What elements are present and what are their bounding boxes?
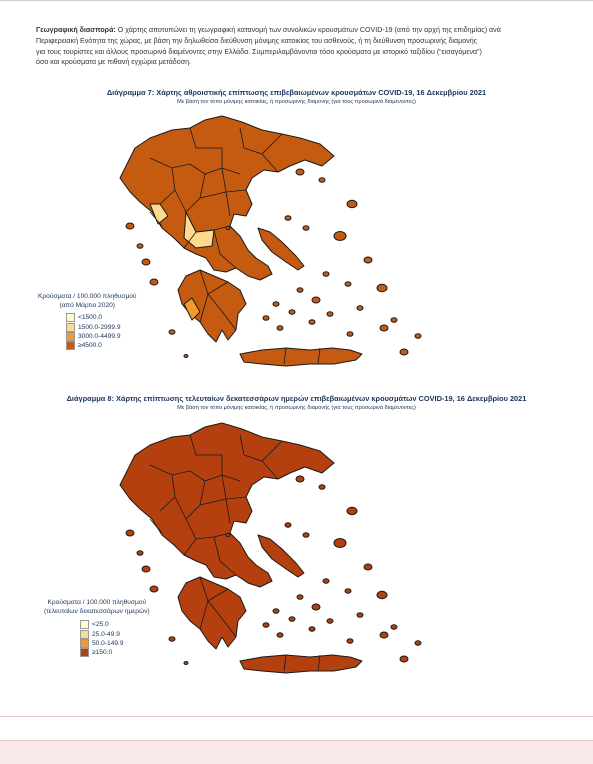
island-region: [327, 619, 333, 624]
map2-legend-label-3: ≥150.0: [92, 649, 113, 657]
island-region: [150, 279, 158, 285]
island-region: [380, 632, 388, 638]
island-region: [377, 284, 387, 292]
map2-subtitle: Με βάση τον τόπο μόνιμης κατοικίας, ή προσωρινής διαμονής (για τους προσωρινά διαμένοντες): [177, 405, 416, 411]
island-region: [391, 318, 397, 323]
map2-legend-subtitle: (τελευταίων δεκατεσσάρων ημερών): [44, 608, 150, 615]
legend-swatch: [80, 630, 89, 639]
island-region: [323, 272, 329, 277]
island-region: [296, 476, 304, 482]
island-region: [347, 200, 357, 208]
bottom-divider: [0, 716, 593, 717]
map1-legend-subtitle: (από Μάρτιο 2020): [59, 302, 115, 309]
legend-swatch: [66, 341, 75, 350]
island-region: [303, 533, 309, 538]
map2-legend-title: Κρούσματα / 100.000 πληθυσμού: [47, 599, 147, 606]
map1-legend-label-2: 3000.0-4499.9: [78, 332, 121, 340]
island-region: [169, 637, 175, 642]
island-region: [285, 523, 291, 528]
map2-title: Διάγραμμα 8: Χάρτης επίπτωσης τελευταίων δεκατεσσάρων ημερών επιβεβαιωμένων κρουσμάτων COVID-19, 16 Δεκεμβρίου 2021: [66, 394, 527, 403]
island-region: [319, 485, 325, 490]
island-region: [226, 534, 230, 537]
island-region: [263, 316, 269, 321]
island-region: [415, 334, 421, 339]
island-region: [273, 609, 279, 614]
map1-title: Διάγραμμα 7: Χάρτης αθροιστικής επίπτωσης επιβεβαιωμένων κρουσμάτων COVID-19, 16 Δεκεμβρίου 2021: [106, 88, 487, 97]
island-region: [273, 302, 279, 307]
map1-subtitle: Με βάση τον τόπο μόνιμης κατοικίας, ή προσωρινής διαμονής (για τους προσωρινά διαμένοντες): [177, 99, 416, 105]
island-region: [303, 226, 309, 231]
island-region: [345, 282, 351, 287]
island-region: [277, 326, 283, 331]
map2-regions: [120, 423, 421, 673]
island-region: [142, 259, 150, 265]
island-region: [400, 349, 408, 355]
island-region: [391, 625, 397, 630]
crete-region: [240, 655, 362, 673]
island-region: [347, 639, 353, 644]
map2-legend-item: [80, 620, 150, 629]
top-divider: [0, 0, 593, 1]
island-region: [309, 627, 315, 632]
map1-regions: [120, 116, 421, 366]
intro-line-1: Ο χάρτης αποτυπώνει τη γεωγραφική κατανομή των συνολικών κρουσμάτων COVID-19 (από την αρχή της επιδημίας) ανά: [117, 26, 501, 34]
island-region: [150, 586, 158, 592]
island-region: [312, 604, 320, 610]
intro-line-3: για τους τουρίστες και άλλους προσωρινά διαμένοντες στην Ελλάδα. Συμπεριλαμβάνονται τόσο κρούσματα με ιστορικό ταξιδίου (“εισαγόμενα”): [36, 47, 482, 56]
island-region: [357, 613, 363, 618]
island-region: [296, 169, 304, 175]
island-region: [126, 530, 134, 536]
island-region: [400, 656, 408, 662]
map1-legend-item: [66, 332, 137, 341]
island-region: [184, 662, 188, 665]
island-region: [415, 641, 421, 646]
island-region: [137, 244, 143, 249]
map1-legend-item: [66, 322, 137, 331]
geographic-distribution-paragraph: [36, 25, 552, 68]
legend-swatch: [66, 323, 75, 332]
map2-legend-label-0: <25.0: [92, 621, 109, 629]
crete-region: [240, 348, 362, 366]
map1-legend-item: [66, 341, 137, 350]
island-region: [312, 297, 320, 303]
map2-legend-label-2: 50.0-149.9: [92, 639, 124, 647]
island-region: [277, 633, 283, 638]
intro-line-4: όσο και κρούσματα με πιθανή εγχώρια μετάδοση.: [36, 58, 191, 67]
island-region: [297, 288, 303, 293]
intro-lead: Γεωγραφική διασπορά:: [36, 26, 116, 34]
legend-swatch: [66, 332, 75, 341]
map1-legend-label-0: <1500.0: [78, 314, 103, 322]
island-region: [142, 566, 150, 572]
island-region: [309, 320, 315, 325]
island-region: [169, 330, 175, 335]
island-region: [377, 591, 387, 599]
island-region: [347, 332, 353, 337]
intro-line-2: Περιφερειακή Ενότητα της χώρας, με βάση την δηλωθείσα διεύθυνση μόνιμης κατοικίας του ασθενούς, ή τη διεύθυνση προσωρινής διαμονής: [36, 36, 478, 45]
island-region: [319, 178, 325, 183]
map2-legend: [44, 598, 150, 658]
island-region: [137, 551, 143, 556]
legend-swatch: [66, 313, 75, 322]
peloponnese-region: [178, 577, 246, 649]
island-region: [327, 312, 333, 317]
island-region: [263, 623, 269, 628]
map1-legend-title: Κρούσματα / 100.000 πληθυσμού: [38, 293, 137, 300]
island-region: [285, 216, 291, 221]
island-region: [126, 223, 134, 229]
island-region: [347, 507, 357, 515]
map1-legend-label-3: ≥4500.0: [78, 342, 102, 350]
island-region: [364, 257, 372, 263]
legend-swatch: [80, 639, 89, 648]
island-region: [184, 355, 188, 358]
legend-swatch: [80, 620, 89, 629]
footer-bar: [0, 740, 593, 764]
island-region: [289, 310, 295, 315]
island-region: [334, 539, 346, 548]
map1-legend: [38, 292, 137, 351]
map2-legend-item: [80, 629, 150, 638]
map1-legend-item: [66, 313, 137, 322]
legend-swatch: [80, 648, 89, 657]
island-region: [345, 589, 351, 594]
island-region: [297, 595, 303, 600]
island-region: [334, 232, 346, 241]
island-region: [226, 227, 230, 230]
map1-legend-label-1: 1500.0-2999.9: [78, 323, 121, 331]
map2-legend-item: [80, 648, 150, 657]
island-region: [380, 325, 388, 331]
island-region: [357, 306, 363, 311]
map2-legend-item: [80, 639, 150, 648]
island-region: [364, 564, 372, 570]
map2-legend-label-1: 25.0-49.9: [92, 630, 120, 638]
island-region: [289, 617, 295, 622]
island-region: [323, 579, 329, 584]
